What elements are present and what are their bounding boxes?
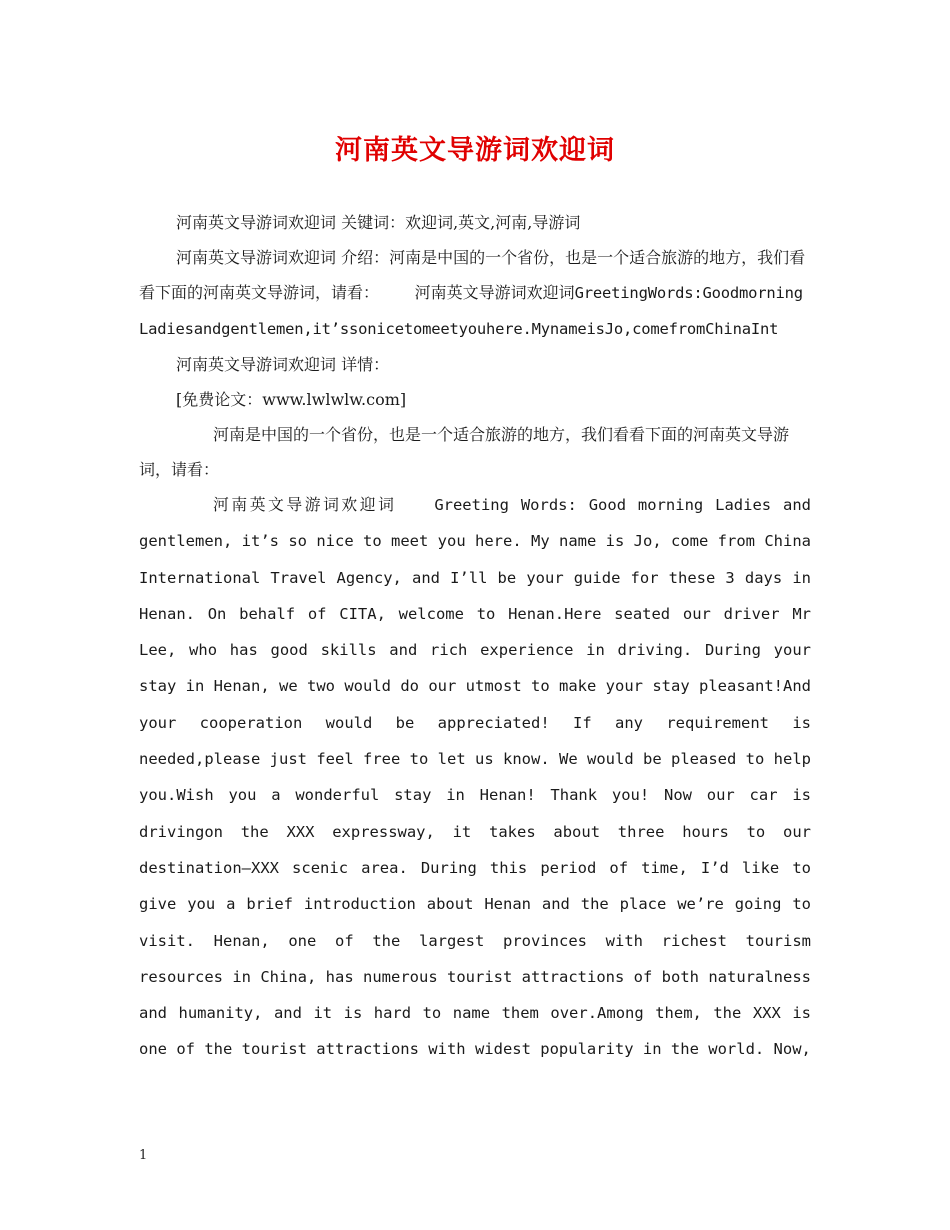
document-title: 河南英文导游词欢迎词 (335, 135, 615, 166)
intro-text: 河南英文导游词欢迎词 介绍：河南是中国的一个省份，也是一个适合旅游的地方，我们看看下面的河南英文导游词，请看： (139, 248, 806, 302)
intro-english-text: GreetingWords:GoodmorningLadiesandgentlemen,it’ssonicetomeetyouhere.MynameisJo,comefromChinaInt (139, 284, 803, 338)
document-body (139, 205, 811, 1068)
intro-title-repeat: 河南英文导游词欢迎词 (414, 283, 575, 302)
details-label: 河南英文导游词欢迎词 详情： (176, 355, 390, 374)
source-link: [免费论文：www.lwlwlw.com] (176, 390, 407, 409)
body-english-text: Greeting Words: Good morning Ladies and gentlemen, it’s so nice to meet you here. My name is Jo, come from China International Travel Agency, and I’ll be your guide for these 3 days in Henan. On behalf of CITA, welcome to Henan.Here seated our driver Mr Lee, who has good skills and rich experience in driving. During your stay in Henan, we two would do our utmost to make your stay pleasant!And your cooperation would be appreciated! If any requirement is needed,please just feel free to let us know. We would be pleased to help you.Wish you a wonderful stay in Henan! Thank you! Now our car is drivingon the XXX expressway, it takes about three hours to our destination—XXX scenic area. During this period of time, I’d like to give you a brief introduction about Henan and the place we’re going to visit. Henan, one of the largest provinces with richest tourism resources in China, has numerous tourist attractions of both naturalness and humanity, and it is hard to name them over.Among them, the XXX is one of the tourist attractions with widest popularity in the world. Now, (139, 496, 811, 1059)
body-english-paragraph (139, 487, 811, 1068)
keywords-paragraph: 河南英文导游词欢迎词 关键词：欢迎词,英文,河南,导游词 (176, 213, 581, 232)
body-title: 河南英文导游词欢迎词 (213, 495, 397, 514)
body-intro-paragraph: 河南是中国的一个省份，也是一个适合旅游的地方，我们看看下面的河南英文导游词，请看： (139, 425, 790, 479)
intro-paragraph (139, 240, 811, 347)
page-number: 1 (139, 1148, 148, 1163)
